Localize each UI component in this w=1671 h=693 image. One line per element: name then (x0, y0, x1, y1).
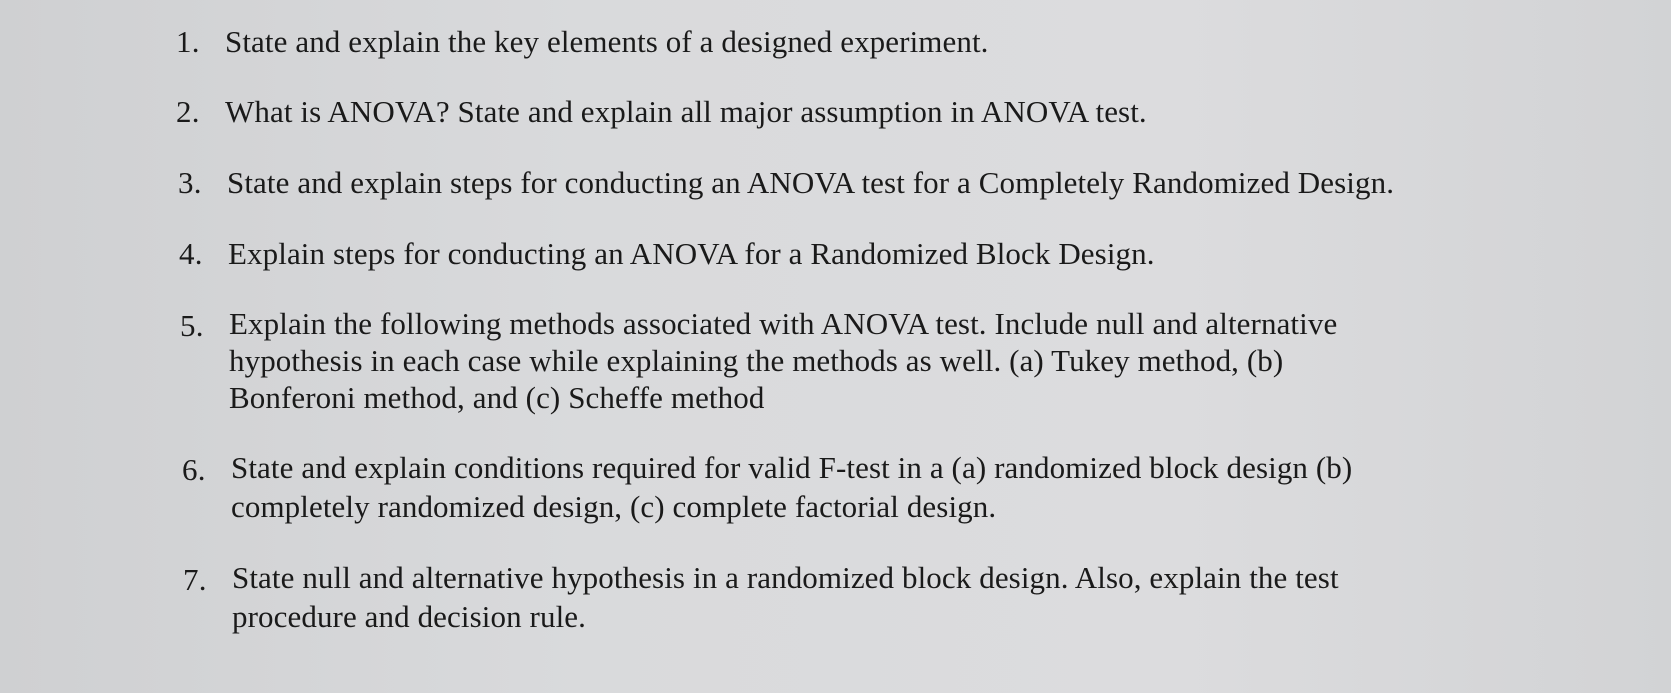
question-text: State and explain the key elements of a designed experiment. (225, 24, 989, 59)
question-number: 1. (176, 24, 200, 59)
question-text: Explain steps for conducting an ANOVA for a Randomized Block Design. (228, 236, 1155, 271)
question-text-line-2: hypothesis in each case while explaining the methods as well. (a) Tukey method, (b) (229, 343, 1284, 378)
question-number: 4. (179, 236, 203, 271)
question-text: What is ANOVA? State and explain all major assumption in ANOVA test. (225, 94, 1147, 129)
question-text-line-1: State null and alternative hypothesis in a randomized block design. Also, explain the test (232, 560, 1339, 595)
question-number: 6. (182, 452, 206, 487)
question-number: 7. (183, 562, 207, 597)
question-number: 2. (176, 94, 200, 129)
question-text-line-1: Explain the following methods associated with ANOVA test. Include null and alternative (229, 306, 1338, 341)
question-text-line-1: State and explain conditions required for valid F-test in a (a) randomized block design (b) (231, 450, 1353, 485)
question-text-line-2: completely randomized design, (c) complete factorial design. (231, 489, 997, 524)
question-text-line-2: procedure and decision rule. (232, 599, 586, 634)
question-number: 5. (180, 308, 204, 343)
question-number: 3. (178, 165, 202, 200)
question-text: State and explain steps for conducting an ANOVA test for a Completely Randomized Design. (227, 165, 1395, 200)
question-text-line-3: Bonferoni method, and (c) Scheffe method (229, 380, 765, 415)
